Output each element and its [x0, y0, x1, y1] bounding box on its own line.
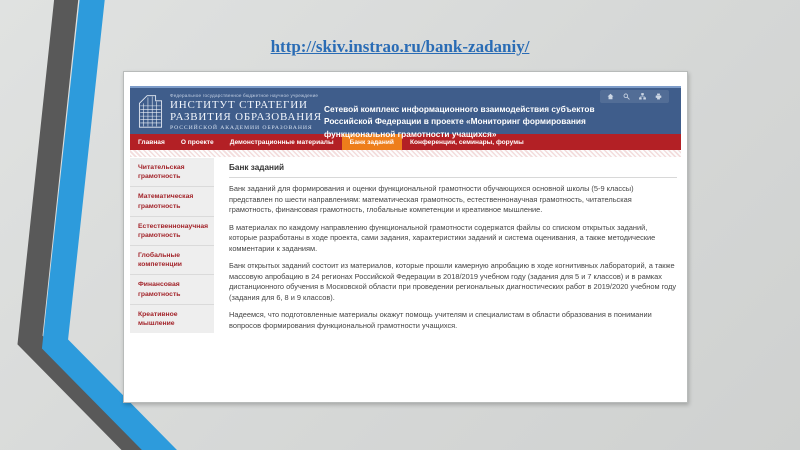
nav-item[interactable]: О проекте: [180, 138, 214, 146]
content-paragraph: Банк заданий для формирования и оценки функциональной грамотности обучающихся основной школы (5-9 классы) представлен по шести направлениям: математическая грамотность, естественнонаучная грамотность, читательская грамотность, финансовая грамотность, глобальные компетенции и креативное мышление.: [229, 184, 634, 215]
content-title: Банк заданий: [229, 163, 677, 178]
header-toolbar: [600, 90, 669, 103]
content-paragraphs: [229, 184, 677, 331]
sidebar-item[interactable]: Финансовая грамотность: [130, 275, 214, 304]
sitemap-icon[interactable]: [639, 93, 646, 100]
site-header: [130, 86, 681, 139]
nav-item[interactable]: Банк заданий: [342, 134, 402, 150]
logo-pretitle: Федеральное государственное бюджетное научное учреждение: [170, 93, 319, 98]
search-icon[interactable]: [623, 93, 630, 100]
website-screenshot: [123, 71, 688, 403]
nav-item[interactable]: Демонстрационные материалы: [229, 138, 334, 146]
site-body: [130, 158, 681, 338]
sidebar-item[interactable]: Математическая грамотность: [130, 187, 214, 216]
content-paragraph: В материалах по каждому направлению функциональной грамотности содержатся файлы со списком открытых заданий, которые разработаны в ходе проекта, сами задания, характеристики заданий и система оценивания, а также методические комментарии к заданиям.: [229, 222, 656, 253]
sidebar-item[interactable]: Читательская грамотность: [130, 158, 214, 187]
sidebar-item[interactable]: Естественнонаучная грамотность: [130, 217, 214, 246]
nav-hatch-strip: [130, 150, 681, 157]
institute-building-logo-icon: [136, 92, 165, 131]
site-logo[interactable]: [130, 88, 322, 134]
main-content: [214, 158, 681, 338]
content-paragraph: Банк открытых заданий состоит из материалов, которые прошли камерную апробацию в ходе когнитивных лабораторий, а также массовую апробацию в 24 регионах Российской Федерации в 2018/2019 учебном году (задания для 5 и 7 классов) и в рамках дистанционного обучения в Московской области при проведении региональных диагностических работ в 2019/2020 учебном году (задания для 6, 8 и 9 классов).: [229, 261, 677, 302]
sidebar-item[interactable]: Креативное мышление: [138, 310, 178, 327]
sidebar-item[interactable]: Глобальные компетенции: [130, 246, 214, 275]
logo-title-line3: РОССИЙСКОЙ АКАДЕМИИ ОБРАЗОВАНИЯ: [170, 125, 313, 132]
home-icon[interactable]: [607, 93, 614, 100]
nav-item[interactable]: Главная: [138, 138, 165, 146]
logo-title-line2: РАЗВИТИЯ ОБРАЗОВАНИЯ: [170, 110, 322, 123]
nav-item[interactable]: Конференции, семинары, форумы: [409, 138, 524, 146]
sidebar: [130, 158, 214, 333]
page-url-link[interactable]: http://skiv.instrao.ru/bank-zadaniy/: [270, 37, 530, 56]
logo-text: [170, 92, 322, 132]
site-tagline: Сетевой комплекс информационного взаимодействия субъектов Российской Федерации в проекте «Мониторинг формирования функциональной грамотности учащихся»: [324, 104, 595, 139]
logo-title-line1: ИНСТИТУТ СТРАТЕГИИ: [170, 99, 308, 111]
print-icon[interactable]: [655, 93, 662, 100]
slide-title-area: [0, 37, 800, 57]
content-paragraph: Надеемся, что подготовленные материалы окажут помощь учителям и специалистам в области образования в понимании вопросов формирования функциональной грамотности учащихся.: [229, 310, 652, 330]
